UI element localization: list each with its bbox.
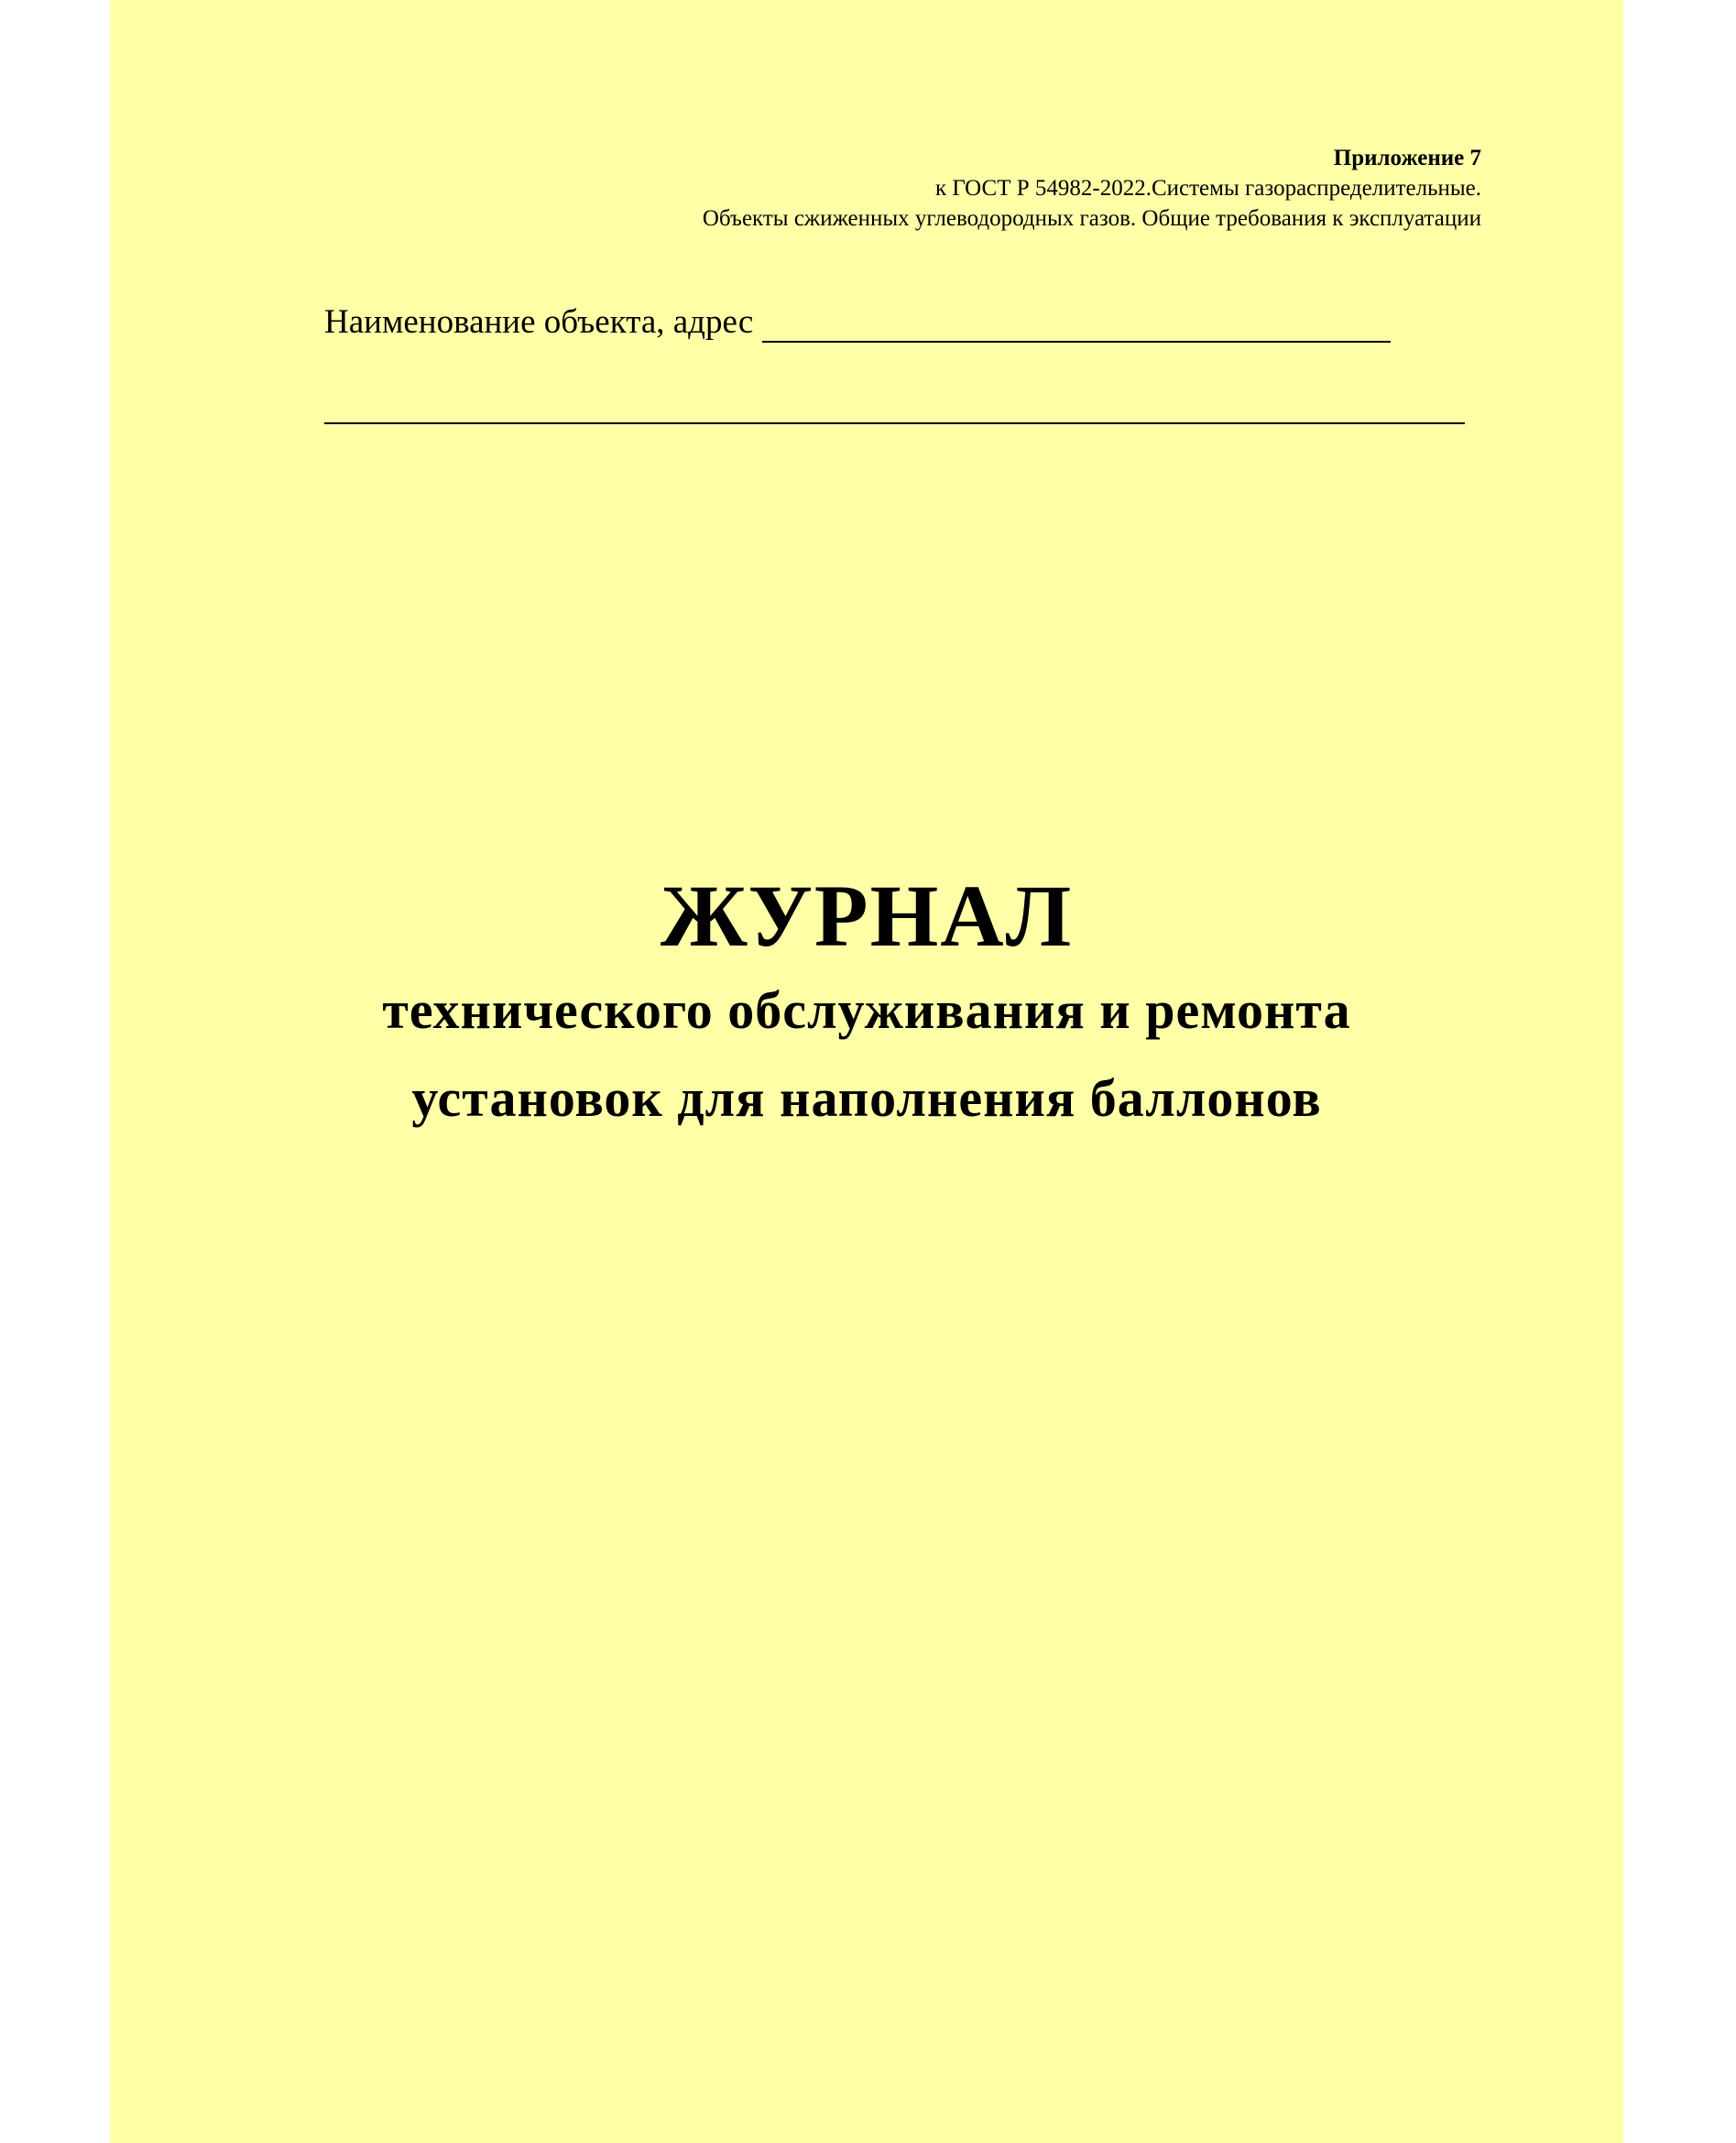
appendix-title: Приложение 7 — [1333, 146, 1481, 170]
cover-main-title: ЖУРНАЛ — [660, 867, 1074, 965]
cover-subtitle-line-1: технического обслуживания и ремонта — [382, 980, 1351, 1040]
appendix-note — [703, 143, 1481, 234]
object-address-blank-line — [324, 422, 1465, 424]
cover-title-block — [110, 866, 1623, 1143]
object-name-label: Наименование объекта, адрес — [324, 303, 754, 341]
appendix-standard-subject: Объекты сжиженных углеводородных газов. Общие требования к эксплуатации — [702, 206, 1481, 231]
appendix-standard-line: к ГОСТ Р 54982-2022.Системы газораспределительные. — [934, 176, 1481, 201]
object-name-field — [324, 302, 1391, 343]
cover-subtitle-line-2: установок для наполнения баллонов — [411, 1068, 1322, 1128]
object-name-blank-line — [762, 306, 1391, 343]
journal-cover — [110, 0, 1623, 2143]
